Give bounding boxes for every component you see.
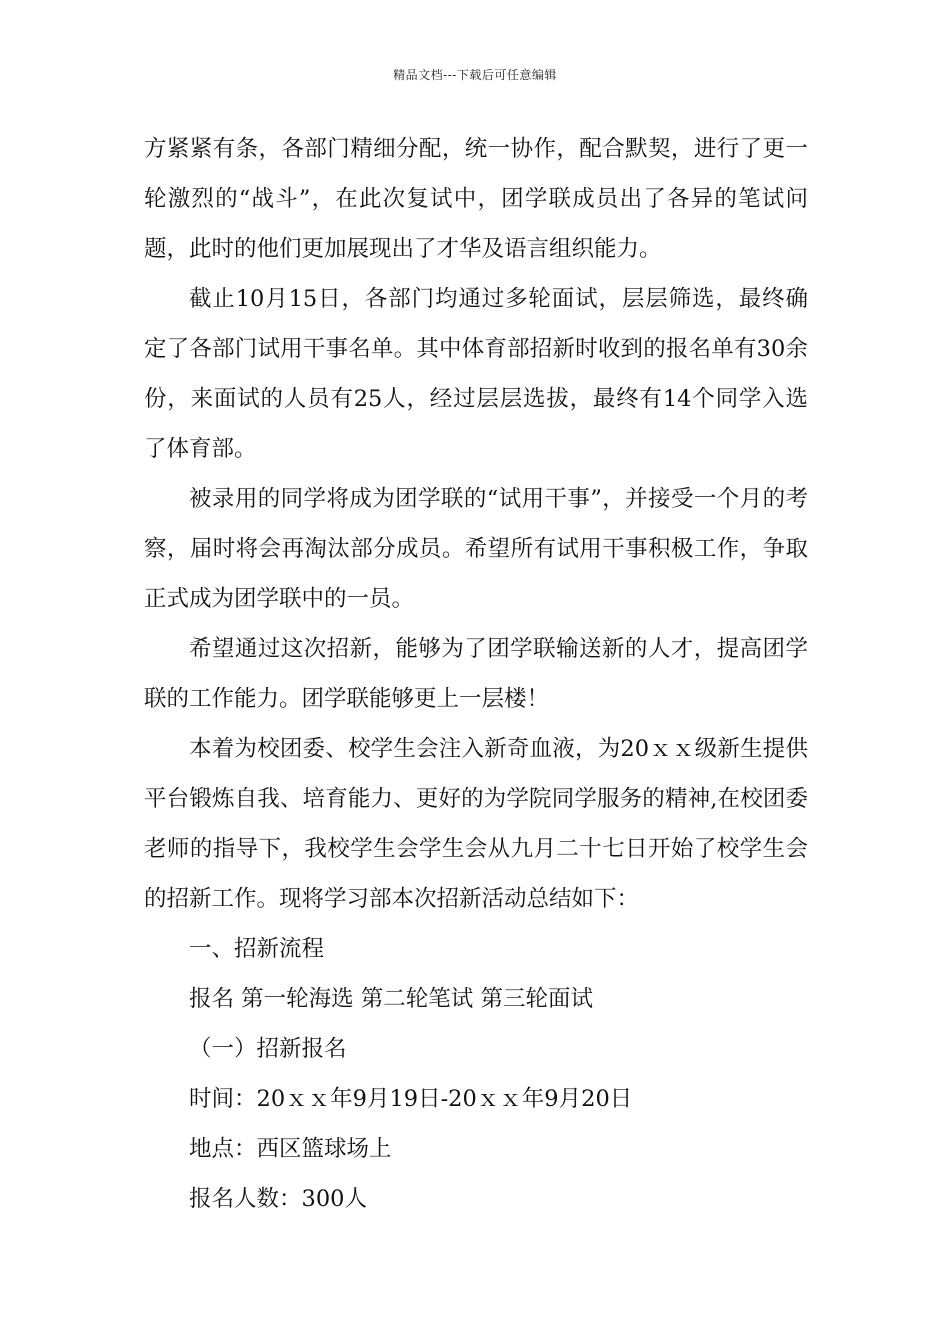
process-steps: 报名 第一轮海选 第二轮笔试 第三轮面试: [189, 986, 593, 1012]
subsection-heading: （一）招新报名: [189, 1036, 347, 1062]
registration-location: 地点：西区篮球场上: [189, 1136, 392, 1162]
paragraph: 被录用的同学将成为团学联的“试用干事”，并接受一个月的考察，届时将会再淘汰部分成员。希望所有试用干事积极工作，争取正式成为团学联中的一员。: [144, 486, 808, 612]
paragraph: 方紧紧有条，各部门精细分配，统一协作，配合默契，进行了更一轮激烈的“战斗”，在此次复试中，团学联成员出了各异的笔试问题，此时的他们更加展现出了才华及语言组织能力。: [144, 136, 808, 262]
registration-time: 时间：20ｘｘ年9月19日-20ｘｘ年9月20日: [189, 1086, 633, 1112]
paragraph: 希望通过这次招新，能够为了团学联输送新的人才，提高团学联的工作能力。团学联能够更上一层楼！: [144, 636, 808, 712]
registration-count: 报名人数：300人: [189, 1186, 367, 1212]
section-heading: 一、招新流程: [189, 936, 325, 962]
page-header: 精品文档---下载后可任意编辑: [393, 68, 557, 82]
paragraph: 本着为校团委、校学生会注入新奇血液，为20ｘｘ级新生提供平台锻炼自我、培育能力、更好的为学院同学服务的精神,在校团委老师的指导下，我校学生会学生会从九月二十七日开始了校学生会的招新工作。现将学习部本次招新活动总结如下：: [144, 736, 808, 912]
document-body: [144, 124, 808, 1224]
paragraph: 截止10月15日，各部门均通过多轮面试，层层筛选，最终确定了各部门试用干事名单。其中体育部招新时收到的报名单有30余份，来面试的人员有25人，经过层层选拔，最终有14个同学入选了体育部。: [144, 286, 808, 462]
